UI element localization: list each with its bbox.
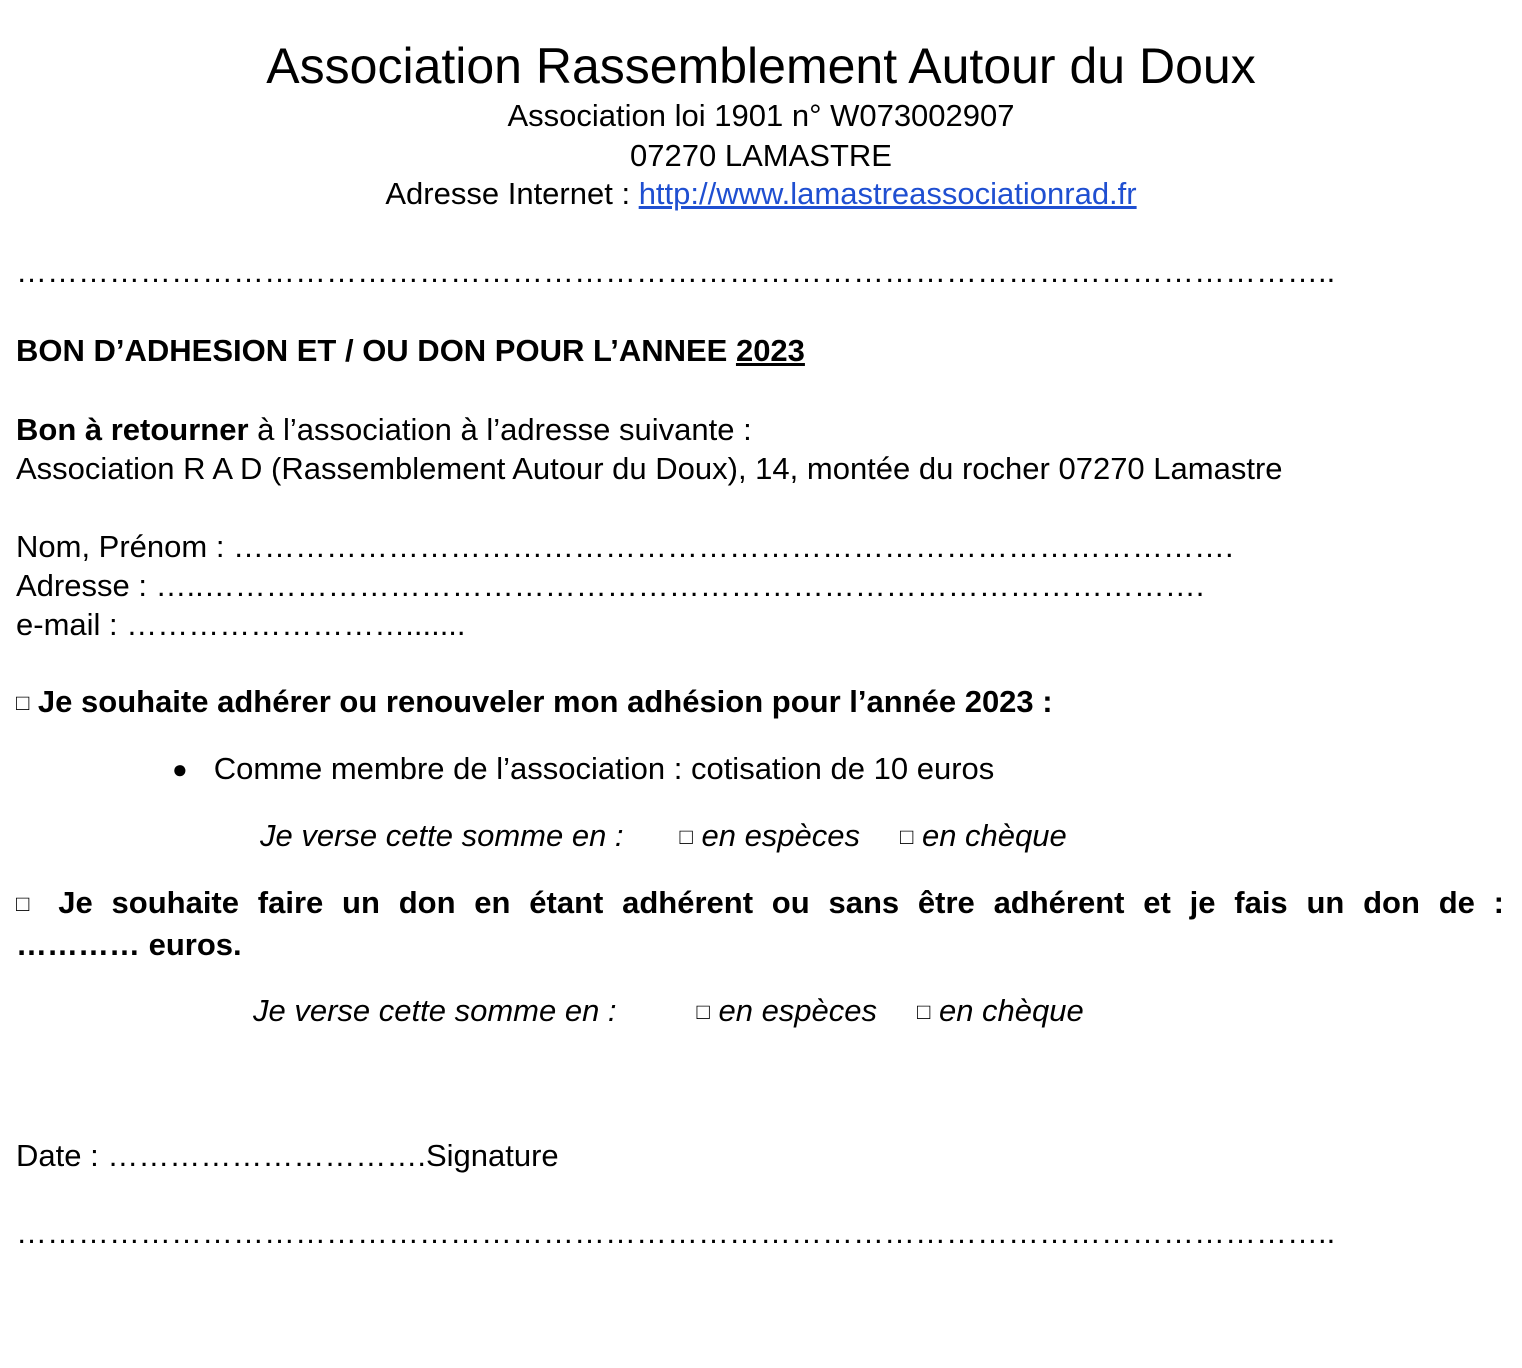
email-field[interactable]: e-mail : ………………………....... bbox=[16, 607, 466, 642]
donation-checkbox[interactable]: □ bbox=[16, 891, 40, 916]
donation-payment-label: Je verse cette somme en : bbox=[253, 993, 617, 1028]
form-heading-text: BON D’ADHESION ET / OU DON POUR L’ANNEE bbox=[16, 333, 736, 368]
membership-cheque-checkbox[interactable]: □ bbox=[900, 824, 914, 849]
membership-detail-text: Comme membre de l’association : cotisation de 10 euros bbox=[213, 751, 995, 786]
membership-cash-label: en espèces bbox=[701, 818, 861, 853]
donation-amount[interactable]: ………… euros. bbox=[16, 927, 242, 962]
donation-cash-label: en espèces bbox=[718, 993, 878, 1028]
donation-cash-checkbox[interactable]: □ bbox=[696, 999, 710, 1024]
membership-option bbox=[16, 683, 1053, 722]
donation-option-label: Je souhaite faire un don en étant adhérent ou sans être adhérent et je fais un don de : bbox=[58, 885, 1504, 920]
return-instruction-rest: à l’association à l’adresse suivante : bbox=[248, 412, 752, 447]
membership-payment-label: Je verse cette somme en : bbox=[260, 818, 624, 853]
form-heading-year: 2023 bbox=[735, 333, 805, 368]
bullet-icon: ● bbox=[172, 754, 188, 784]
donation-cheque-label: en chèque bbox=[938, 993, 1084, 1028]
website-link[interactable]: http://www.lamastreassociationrad.fr bbox=[638, 176, 1137, 211]
address-field[interactable]: Adresse : …..……………………………………………………………………………………. bbox=[16, 568, 1205, 603]
membership-option-label: Je souhaite adhérer ou renouveler mon adhésion pour l’année 2023 : bbox=[37, 684, 1053, 719]
membership-checkbox[interactable]: □ bbox=[16, 690, 30, 715]
date-signature-row bbox=[16, 1137, 559, 1175]
bottom-separator: ……………………………………………………………………………………………………………….. bbox=[16, 1215, 1336, 1250]
web-address-line bbox=[0, 175, 1522, 213]
date-field[interactable]: Date : …………………………. bbox=[16, 1138, 426, 1173]
membership-payment-row bbox=[260, 817, 1067, 856]
signature-label: Signature bbox=[425, 1138, 559, 1173]
membership-detail bbox=[172, 750, 994, 788]
return-instruction-bold: Bon à retourner bbox=[16, 412, 249, 447]
donation-cheque-checkbox[interactable]: □ bbox=[917, 999, 931, 1024]
legal-registration: Association loi 1901 n° W073002907 bbox=[507, 98, 1015, 133]
membership-cash-checkbox[interactable]: □ bbox=[679, 824, 693, 849]
form-heading bbox=[16, 332, 805, 370]
return-address: Association R A D (Rassemblement Autour du Doux), 14, montée du rocher 07270 Lamastre bbox=[16, 451, 1283, 486]
city-line: 07270 LAMASTRE bbox=[630, 138, 892, 173]
donation-payment-row bbox=[253, 992, 1084, 1031]
web-address-label: Adresse Internet : bbox=[385, 176, 639, 211]
name-field[interactable]: Nom, Prénom : ……………………………………………………………………………………. bbox=[16, 529, 1234, 564]
return-instruction bbox=[16, 411, 752, 449]
top-separator: ……………………………………………………………………………………………………………….. bbox=[16, 254, 1336, 289]
organization-title: Association Rassemblement Autour du Doux bbox=[266, 38, 1256, 94]
donation-option bbox=[16, 884, 1504, 923]
membership-cheque-label: en chèque bbox=[921, 818, 1067, 853]
